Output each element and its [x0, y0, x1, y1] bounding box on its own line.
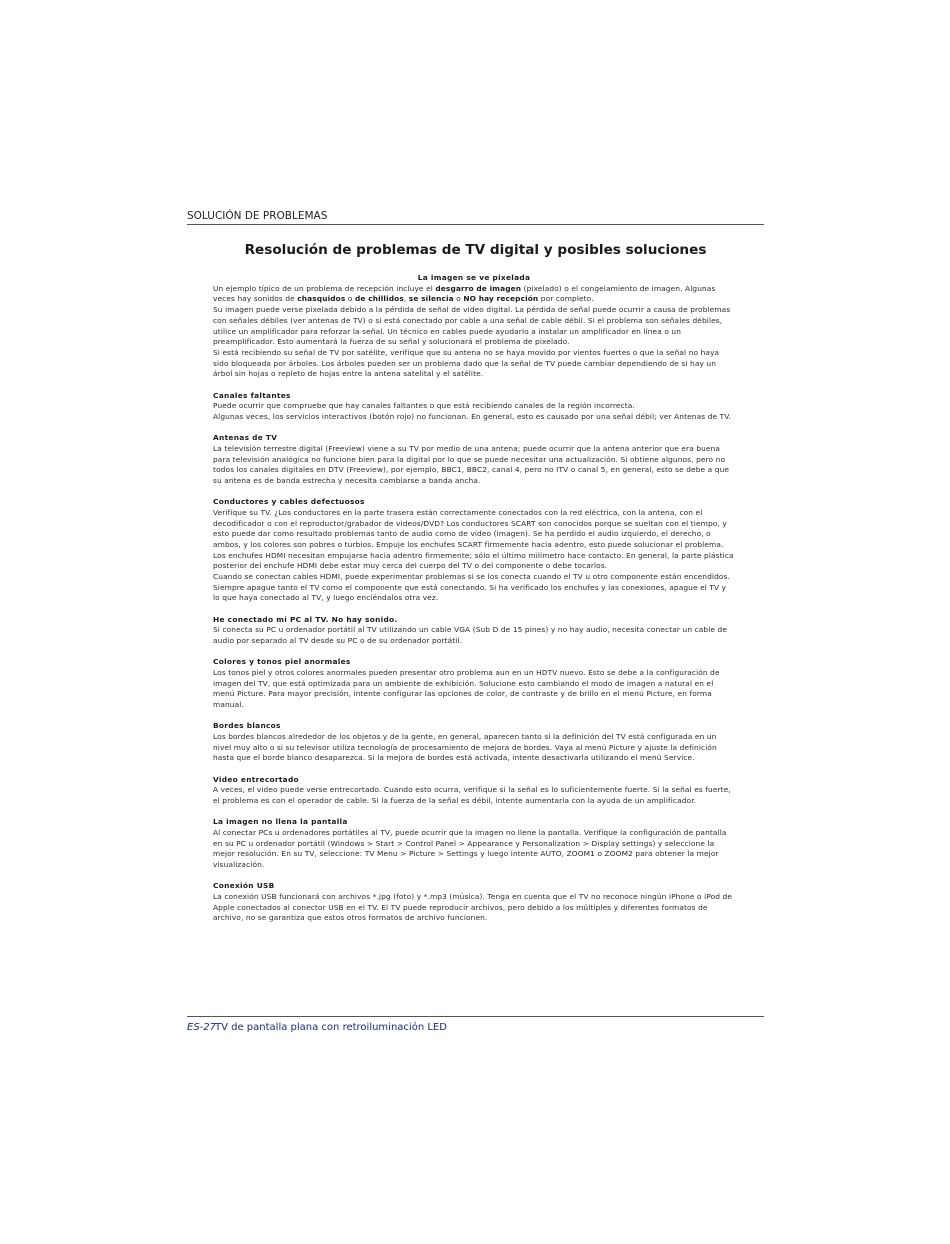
section-heading: Conexión USB: [213, 881, 275, 891]
section-paragraph: [213, 828, 735, 871]
text-run: por completo.: [538, 294, 594, 304]
section-paragraph: [213, 401, 735, 412]
text-run: o: [453, 294, 464, 304]
footer-divider: [187, 1016, 764, 1017]
section-label: SOLUCIÓN DE PROBLEMAS: [187, 210, 328, 222]
section-heading: He conectado mi PC al TV. No hay sonido.: [213, 614, 398, 624]
troubleshooting-section: [213, 775, 735, 807]
text-run: Algunas veces, los servicios interactivos (botón rojo) no funcionan. En general, esto es causado por una señal débil; ver Antenas de TV.: [213, 411, 731, 421]
section-paragraph: [213, 732, 735, 764]
section-heading: Conductores y cables defectuosos: [213, 497, 365, 507]
section-paragraph: [213, 444, 735, 487]
text-run: Si conecta su PC u ordenador portátil al TV utilizando un cable VGA (Sub D de 15 pines) y no hay audio, necesita conectar un cable de audio por separado al TV desde su PC o de su ordenador portátil.: [213, 625, 728, 646]
section-paragraph: [213, 412, 735, 423]
text-run: Al conectar PCs u ordenadores portátiles al TV, puede ocurrir que la imagen no llene la pantalla. Verifique la configuración de pantalla en su PC u ordenador portátil (Windows > Start > Control Panel > Appearance y Personalization > Display settings) y seleccione la mejor resolución. En su TV, seleccione: TV Menu > Picture > Settings y luego intente AUTO, ZOOM1 o ZOOM2 para obtener la mejor visualización.: [213, 827, 727, 870]
header-divider: [187, 224, 764, 225]
section-heading: Canales faltantes: [213, 390, 291, 400]
text-run: o: [345, 294, 355, 304]
emphasized-text: chasquidos: [297, 294, 346, 304]
section-paragraph: [213, 572, 735, 604]
section-paragraph: [213, 892, 735, 924]
text-run: La televisión terrestre digital (Freeview) viene a su TV por medio de una antena; puede ocurrir que la antena anterior que era buena para televisión analógica no funcione bien para la digital por lo que se puede necesitar una actualización. Si obtiene algunos, pero no todos los canales digitales en DTV (Freeview), por ejemplo, BBC1, BBC2, canal 4, pero no ITV o canal 5, en general, esto se debe a que su antena es de banda estrecha y necesita cambiarse a banda ancha.: [213, 443, 730, 485]
troubleshooting-section: [213, 497, 735, 604]
emphasized-text: se silencia: [408, 294, 454, 304]
page-title: Resolución de problemas de TV digital y posibles soluciones: [244, 242, 707, 258]
emphasized-text: NO hay recepción: [463, 294, 539, 304]
section-heading: Bordes blancos: [213, 721, 281, 731]
troubleshooting-section: [213, 615, 735, 647]
text-run: Su imagen puede verse pixelada debido a la pérdida de señal de video digital. La pérdida de señal puede ocurrir a causa de problemas con señales débiles (ver antenas de TV) o si está conectado por cable a una señal de cable débil. Si el problema son señales débiles, utilice un amplificador para reforzar la señal. Un técnico en cables puede ayudarlo a instalar un amplificador en línea o un preamplificador. Esto aumentará la fuerza de su señal y solucionará el problema de pixelado.: [213, 305, 731, 347]
section-heading: Colores y tonos piel anormales: [213, 657, 351, 667]
section-paragraph: [213, 305, 735, 348]
section-paragraph: [213, 551, 735, 572]
text-run: A veces, el video puede verse entrecortado. Cuando esto ocurra, verifique si la señal es lo suficientemente fuerte. Si la señal es fuerte, el problema es con el operador de cable. Si la fuerza de la señal es débil, intente aumentarla con la ayuda de un amplificador.: [213, 785, 731, 806]
text-run: Los tonos piel y otros colores anormales pueden presentar otro problema aun en un HDTV nuevo. Esto se debe a la configuración de imagen del TV, que está optimizada para un ambiente de exhibición. Solucione esto cambiando el modo de imagen a natural en el menú Picture. Para mayor precisión, intente configurar las opciones de color, de contraste y de brillo en el menú Picture, en forma manual.: [213, 668, 720, 710]
troubleshooting-section: [213, 657, 735, 711]
emphasized-text: de chillidos: [354, 294, 404, 304]
troubleshooting-section: [213, 881, 735, 924]
text-run: ,: [403, 294, 409, 304]
text-run: Cuando se conectan cables HDMI, puede experimentar problemas si se los conecta cuando el TV u otro componente están encendidos. Siempre apague tanto el TV como el componente que está conectando. Si ha verificado los enchufes y las conexiones, apague el TV y lo que haya conectado al TV, y luego enciéndalos otra vez.: [213, 572, 730, 603]
text-run: La conexión USB funcionará con archivos *.jpg (foto) y *.mp3 (música). Tenga en cuenta que el TV no reconoce ningún iPhone o iPod de Apple conectados al conector USB en el TV. El TV puede reproducir archivos, pero debido a los múltiples y diferentes formatos de archivo, no se garantiza que estos otros formatos de archivo funcionen.: [213, 891, 733, 923]
footer-product-title: TV de pantalla plana con retroiluminación LED: [215, 1022, 447, 1033]
text-run: Un ejemplo típico de un problema de recepción incluye el: [213, 283, 436, 293]
section-paragraph: [213, 348, 735, 380]
text-run: Los enchufes HDMI necesitan empujarse hacia adentro firmemente; sólo el último milímetro hace contacto. En general, la parte plástica posterior del enchufe HDMI debe estar muy cerca del cuerpo del TV o del componente o debe tocarlos.: [213, 550, 734, 571]
text-run: (pixelado) o el congelamiento de imagen. Algunas veces hay sonidos de: [213, 283, 716, 304]
section-paragraph: [213, 508, 735, 551]
section-heading: La imagen se ve pixelada: [417, 273, 531, 282]
text-run: Si está recibiendo su señal de TV por satélite, verifique que su antena no se haya movido por vientos fuertes o que la señal no haya sido bloqueada por árboles. Los árboles pueden ser un problema dado que la señal de TV puede cambiar dependiendo de si hay un árbol sin hojas o repleto de hojas entre la antena satelital y el satélite.: [213, 347, 720, 379]
text-run: Verifique su TV. ¿Los conductores en la parte trasera están correctamente conectados con la red eléctrica, con la antena, con el decodificador o con el reproductor/grabador de videos/DVD? Los conductores SCART son conocidos porque se sueltan con el tiempo, y esto puede dar como resultado problemas tanto de audio como de video (imagen). Se ha perdido el audio izquierdo, el derecho, o ambos, y los colores son pobres o turbios. Empuje los enchufes SCART firmemente hacia adentro, esto puede solucionar el problema.: [213, 507, 727, 549]
section-paragraph: [213, 668, 735, 711]
section-heading: Video entrecortado: [213, 774, 299, 784]
section-heading: La imagen no llena la pantalla: [213, 817, 348, 827]
page-number: ES-27: [187, 1022, 216, 1033]
troubleshooting-content: [213, 273, 735, 935]
emphasized-text: desgarro de imagen: [435, 283, 522, 293]
troubleshooting-section: [213, 721, 735, 764]
troubleshooting-section: [213, 391, 735, 423]
section-paragraph: [213, 785, 735, 806]
section-heading: Antenas de TV: [213, 433, 278, 443]
section-paragraph: [213, 284, 735, 305]
text-run: Puede ocurrir que compruebe que hay canales faltantes o que está recibiendo canales de la región incorrecta.: [213, 401, 635, 411]
troubleshooting-section: [213, 273, 735, 380]
section-paragraph: [213, 625, 735, 646]
troubleshooting-section: [213, 433, 735, 487]
text-run: Los bordes blancos alrededor de los objetos y de la gente, en general, aparecen tanto si la definición del TV está configurada en un nivel muy alto o si su televisor utiliza tecnología de procesamiento de mejora de bordes. Vaya al menú Picture y ajuste la definición hasta que el borde blanco desaparezca. Si la mejora de bordes está activada, intente desactivarla utilizando el menú Service.: [213, 732, 717, 763]
troubleshooting-section: [213, 817, 735, 871]
